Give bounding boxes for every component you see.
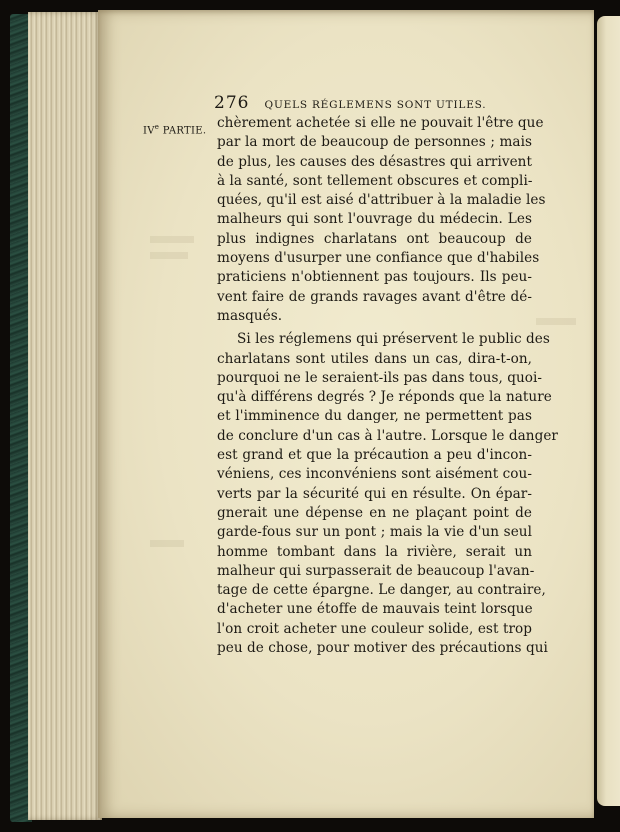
- text-line: peu de chose, pour motiver des précautions qui: [217, 640, 548, 657]
- text-line: gnerait une dépense en ne plaçant point de: [217, 504, 532, 521]
- text-line: chèrement achetée si elle ne pouvait l'être que: [217, 115, 544, 131]
- text-line: par la mort de beaucoup de personnes ; mais: [217, 134, 532, 151]
- text-line: praticiens n'obtiennent pas toujours. Ils peu-: [217, 269, 532, 286]
- text-line: à la santé, sont tellement obscures et compli-: [217, 172, 533, 189]
- text-line: quées, qu'il est aisé d'attribuer à la maladie les: [217, 192, 546, 209]
- part-word: PARTIE.: [159, 125, 207, 137]
- text-line: vent faire de grands ravages avant d'être dé-: [217, 288, 532, 305]
- show-through-mark: [150, 540, 184, 547]
- text-line: malheur qui surpasserait de beaucoup l'avan-: [217, 562, 535, 579]
- facing-page-edge: [597, 16, 620, 806]
- text-line: moyens d'usurper une confiance que d'habiles: [217, 250, 540, 267]
- text-line: garde-fous sur un pont ; mais la vie d'un seul: [217, 524, 532, 541]
- show-through-mark: [150, 252, 188, 259]
- text-line: qu'à différens degrés ? Je réponds que la nature: [217, 389, 552, 406]
- page-header: [214, 93, 494, 113]
- text-line: est grand et que la précaution a peu d'incon-: [217, 447, 532, 464]
- text-line: pourquoi ne le seraient-ils pas dans tous, quoi-: [217, 369, 543, 386]
- text-line: malheurs qui sont l'ouvrage du médecin. Les: [217, 211, 532, 228]
- show-through-mark: [150, 236, 194, 243]
- text-line: véniens, ces inconvéniens sont aisément cou-: [217, 466, 532, 483]
- show-through-mark: [536, 318, 576, 325]
- text-line: verts par la sécurité qui en résulte. On épar-: [217, 485, 532, 502]
- text-line: masqués.: [217, 307, 283, 324]
- text-line: de plus, les causes des désastres qui arrivent: [217, 153, 532, 170]
- text-line: homme tombant dans la rivière, serait un: [217, 543, 532, 560]
- text-line: et l'imminence du danger, ne permettent pas: [217, 408, 532, 425]
- text-line: charlatans sont utiles dans un cas, dira-t-on,: [217, 350, 532, 367]
- body-text: [217, 114, 558, 658]
- text-line: d'acheter une étoffe de mauvais teint lorsque: [217, 601, 533, 618]
- text-line: plus indignes charlatans ont beaucoup de: [217, 230, 532, 247]
- running-head: QUELS RÉGLEMENS SONT UTILES.: [264, 99, 487, 111]
- part-suffix: e: [154, 123, 160, 131]
- page-edges: [28, 12, 102, 820]
- text-line: de conclure d'un cas à l'autre. Lorsque le danger: [217, 427, 558, 444]
- part-marginal-note: [143, 123, 206, 136]
- text-line: l'on croit acheter une couleur solide, est trop: [217, 620, 532, 637]
- text-line: Si les réglemens qui préservent le public des: [237, 331, 550, 348]
- part-numeral: IV: [143, 125, 155, 137]
- text-line: tage de cette épargne. Le danger, au contraire,: [217, 582, 546, 599]
- page-number: 276: [214, 93, 250, 113]
